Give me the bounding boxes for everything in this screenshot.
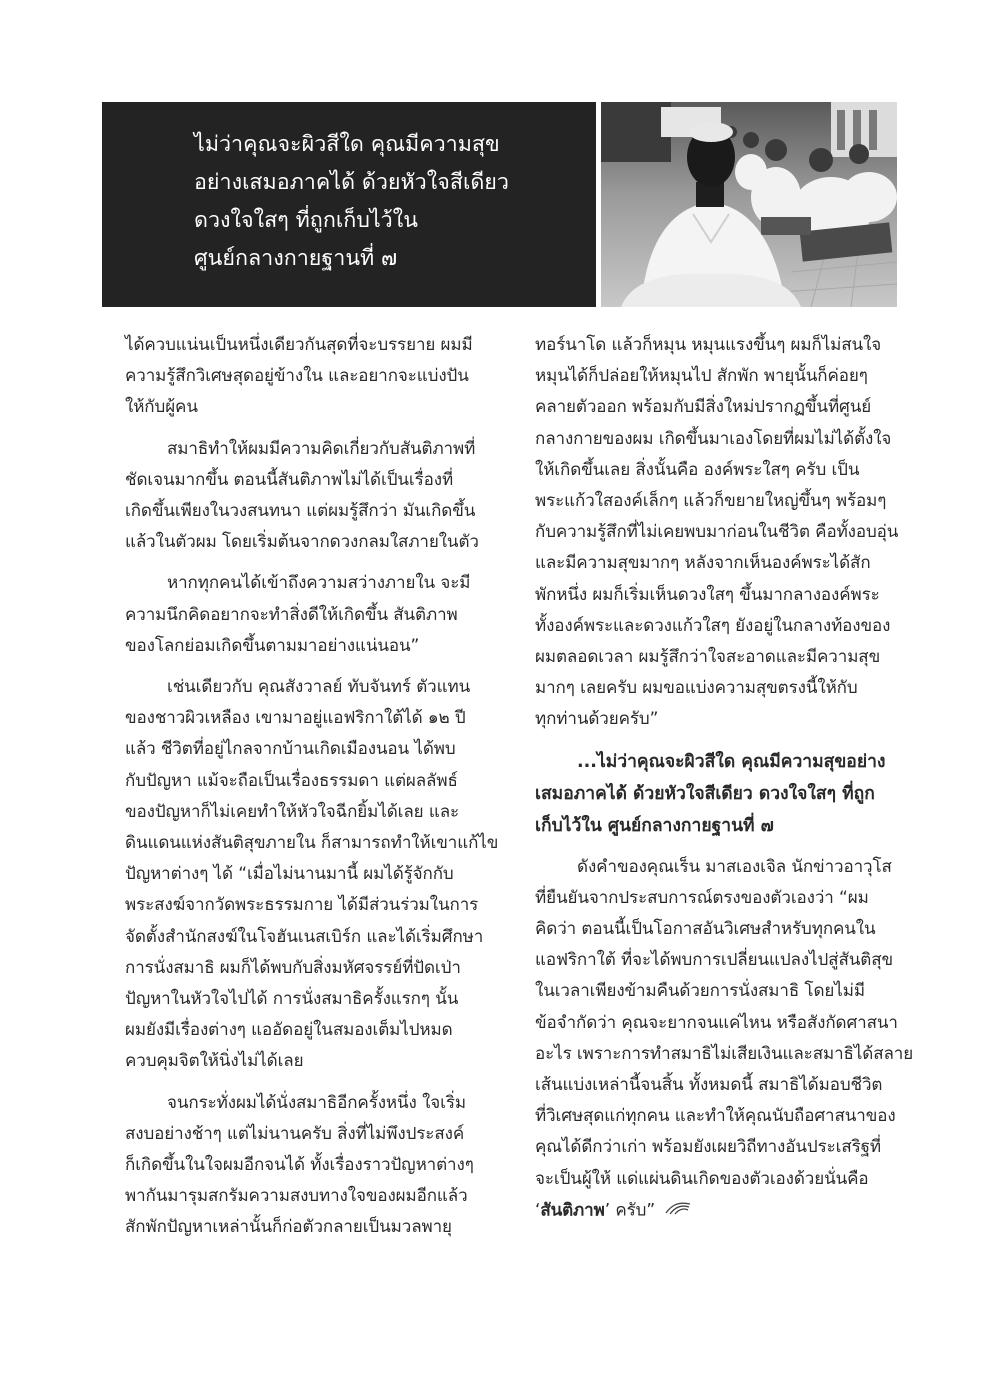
header-line: ไม่ว่าคุณจะผิวสีใด คุณมีความสุข <box>194 132 500 157</box>
text-line: และมีความสุขมากๆ หลังจากเห็นองค์พระได้สัก <box>535 553 871 574</box>
text-line: ชัดเจนมากขึ้น ตอนนี้สันติภาพไม่ได้เป็นเรื่องที่ <box>125 469 454 490</box>
header-line: ดวงใจใสๆ ที่ถูกเก็บไว้ใน <box>194 208 418 233</box>
final-rest: ’ ครับ” <box>604 1200 656 1221</box>
pull-quote-line: เสมอภาคได้ ด้วยหัวใจสีเดียว ดวงใจใสๆ ที่ถูก <box>535 783 875 804</box>
text-line: ทั้งองค์พระและดวงแก้วใสๆ ยังอยู่ในกลางท้องของ <box>535 615 891 636</box>
pull-quote-line: เก็บไว้ใน ศูนย์กลางกายฐานที่ ๗ <box>535 815 774 836</box>
text-line: กลางกายของผม เกิดขึ้นมาเองโดยที่ผมไม่ได้ตั้งใจ <box>535 428 892 449</box>
text-line: หากทุกคนได้เข้าถึงความสว่างภายใน จะมี <box>167 573 471 594</box>
final-bold-word: สันติภาพ <box>540 1200 605 1221</box>
text-line: พระแก้วใสองค์เล็กๆ แล้วก็ขยายใหญ่ขึ้นๆ พร้อมๆ <box>535 491 887 512</box>
text-line: ความนึกคิดอยากจะทำสิ่งดีให้เกิดขึ้น สันติภาพ <box>125 604 458 625</box>
final-line <box>535 1195 905 1227</box>
text-line: สมาธิทำให้ผมมีความคิดเกี่ยวกับสันติภาพที่ <box>167 438 476 459</box>
meditation-photo <box>601 102 897 307</box>
meditation-photo-image <box>601 102 897 307</box>
right-column <box>535 330 914 1227</box>
text-line: อะไร เพราะการทำสมาธิไม่เสียเงินและสมาธิได้สลาย <box>535 1043 914 1064</box>
text-line: กับปัญหา แม้จะถือเป็นเรื่องธรรมดา แต่ผลลัพธ์ <box>125 770 458 791</box>
text-line: หมุนได้ก็ปล่อยให้หมุนไป สักพัก พายุนั้นก็ค่อยๆ <box>535 366 868 387</box>
text-line: ในเวลาเพียงข้ามคืนด้วยการนั่งสมาธิ โดยไม่มี <box>535 981 865 1002</box>
text-line: สงบอย่างช้าๆ แต่ไม่นานครับ สิ่งที่ไม่พึงประสงค์ <box>125 1123 465 1144</box>
text-line: คิดว่า ตอนนี้เป็นโอกาสอันวิเศษสำหรับทุกคนใน <box>535 919 876 940</box>
text-line: ดังคำของคุณเร็น มาสเองเจิล นักข่าวอาวุโส <box>577 856 892 877</box>
text-line: ให้เกิดขึ้นเลย สิ่งนั้นคือ องค์พระใสๆ ครับ เป็น <box>535 459 860 480</box>
text-line: ควบคุมจิตให้นิ่งไม่ได้เลย <box>125 1051 304 1072</box>
text-line: ให้กับผู้คน <box>125 397 198 418</box>
header-quote-box <box>102 102 596 307</box>
text-line: จนกระทั่งผมได้นั่งสมาธิอีกครั้งหนึ่ง ใจเริ่ม <box>167 1092 466 1113</box>
text-line: ทุกท่านด้วยครับ” <box>535 709 659 730</box>
text-line: จัดตั้งสำนักสงฆ์ในโจฮันเนสเบิร์ก และได้เริ่มศึกษา <box>125 926 484 947</box>
text-line: คลายตัวออก พร้อมกับมีสิ่งใหม่ปรากฏขึ้นที่ศูนย์ <box>535 397 872 418</box>
text-line: ปัญหาต่างๆ ได้ “เมื่อไม่นานมานี้ ผมได้รู้จักกับ <box>125 864 454 885</box>
text-line: ข้อจำกัดว่า คุณจะยากจนแค่ไหน หรือสังกัดศาสนา <box>535 1012 898 1033</box>
header-line: ศูนย์กลางกายฐานที่ ๗ <box>194 246 398 271</box>
text-line: เช่นเดียวกับ คุณสังวาลย์ ทับจันทร์ ตัวแทน <box>167 677 471 698</box>
text-line: ผมตลอดเวลา ผมรู้สึกว่าใจสะอาดและมีความสุข <box>535 647 881 668</box>
text-line: ของปัญหาก็ไม่เคยทำให้หัวใจฉีกยิ้มได้เลย และ <box>125 801 460 822</box>
text-line: พากันมารุมสกรัมความสงบทางใจของผมอีกแล้ว <box>125 1186 468 1207</box>
text-line: ที่ยืนยันจากประสบการณ์ตรงของตัวเองว่า “ผม <box>535 887 869 908</box>
text-line: ดินแดนแห่งสันติสุขภายใน ก็สามารถทำให้เขาแก้ไข <box>125 833 499 854</box>
text-line: ที่วิเศษสุดแก่ทุกคน และทำให้คุณนับถือศาสนาของ <box>535 1106 896 1127</box>
text-line: สักพักปัญหาเหล่านั้นก็ก่อตัวกลายเป็นมวลพายุ <box>125 1217 452 1238</box>
text-line: กับความรู้สึกที่ไม่เคยพบมาก่อนในชีวิต คือทั้งอบอุ่น <box>535 522 899 543</box>
text-line: ก็เกิดขึ้นในใจผมอีกจนได้ ทั้งเรื่องราวปัญหาต่างๆ <box>125 1155 474 1176</box>
text-line: เกิดขึ้นเพียงในวงสนทนา แต่ผมรู้สึกว่า มันเกิดขึ้น <box>125 501 476 522</box>
text-line: แล้ว ชีวิตที่อยู่ไกลจากบ้านเกิดเมืองนอน ได้พบ <box>125 739 456 760</box>
text-line: คุณได้ดีกว่าเก่า พร้อมยังเผยวิถีทางอันประเสริฐที่ <box>535 1137 882 1158</box>
pull-quote-line: ...ไม่ว่าคุณจะผิวสีใด คุณมีความสุขอย่าง <box>577 751 886 772</box>
text-line: พักหนึ่ง ผมก็เริ่มเห็นดวงใสๆ ขึ้นมากลางองค์พระ <box>535 584 880 605</box>
final-open-quote: ‘ <box>535 1200 541 1221</box>
text-line: ผมยังมีเรื่องต่างๆ แออัดอยู่ในสมองเต็มไปหมด <box>125 1020 453 1041</box>
text-line: ของโลกย่อมเกิดขึ้นตามมาอย่างแน่นอน” <box>125 635 420 656</box>
header-line: อย่างเสมอภาคได้ ด้วยหัวใจสีเดียว <box>194 170 509 195</box>
text-line: เส้นแบ่งเหล่านี้จนสิ้น ทั้งหมดนี้ สมาธิได้มอบชีวิต <box>535 1075 883 1096</box>
text-line: ปัญหาในหัวใจไปได้ การนั่งสมาธิครั้งแรกๆ นั้น <box>125 989 459 1010</box>
text-line: การนั่งสมาธิ ผมก็ได้พบกับสิ่งมหัศจรรย์ที่ปัดเป่า <box>125 957 461 978</box>
text-line: ได้ควบแน่นเป็นหนึ่งเดียวกันสุดที่จะบรรยาย ผมมี <box>125 335 473 355</box>
text-line: พระสงฆ์จากวัดพระธรรมกาย ได้มีส่วนร่วมในการ <box>125 895 479 916</box>
text-line: ของชาวผิวเหลือง เขามาอยู่แอฟริกาใต้ได้ ๑๒ ปี <box>125 708 466 729</box>
text-line: ทอร์นาโด แล้วก็หมุน หมุนแรงขึ้นๆ ผมก็ไม่สนใจ <box>535 335 882 355</box>
text-line: แอฟริกาใต้ ที่จะได้พบการเปลี่ยนแปลงไปสู่สันติสุข <box>535 950 893 971</box>
text-line: มากๆ เลยครับ ผมขอแบ่งความสุขตรงนี้ให้กับ <box>535 678 858 699</box>
end-mark-icon <box>665 1195 691 1226</box>
left-column <box>125 330 499 1244</box>
text-line: ความรู้สึกวิเศษสุดอยู่ข้างใน และอยากจะแบ่งปัน <box>125 366 469 387</box>
text-line: จะเป็นผู้ให้ แด่แผ่นดินเกิดของตัวเองด้วยนั่นคือ <box>535 1168 869 1189</box>
text-line: แล้วในตัวผม โดยเริ่มต้นจากดวงกลมใสภายในตัว <box>125 532 479 553</box>
